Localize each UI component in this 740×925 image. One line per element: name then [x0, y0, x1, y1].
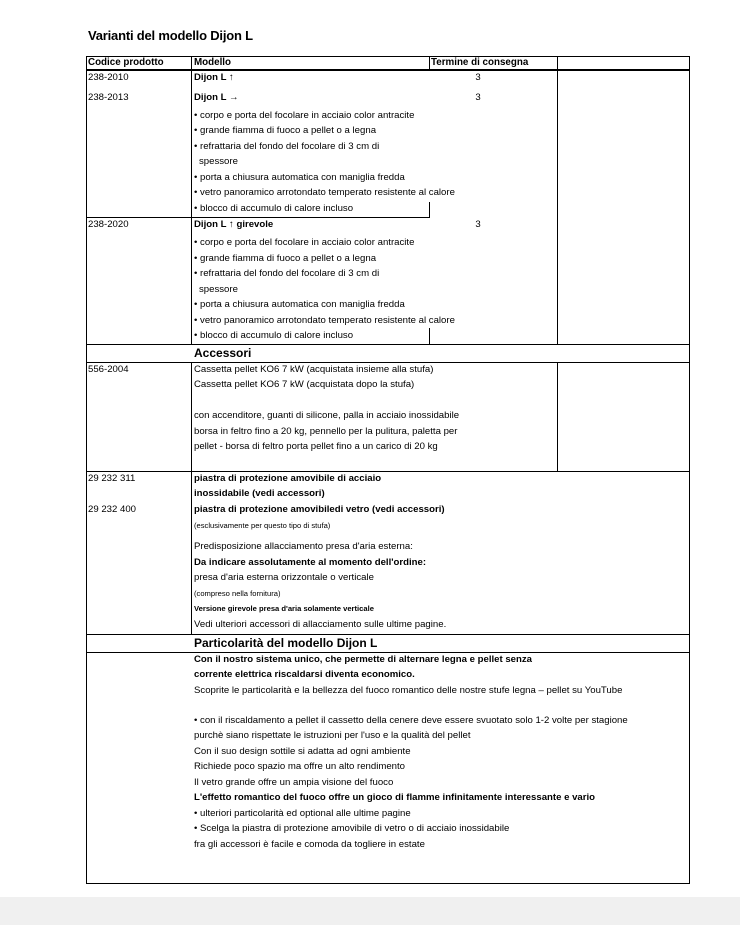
- accessory-line: inossidabile (vedi accessori): [194, 488, 325, 499]
- table-left-border: [86, 56, 87, 884]
- accessory-line: borsa in feltro fino a 20 kg, pennello per la pulitura, paletta per: [194, 426, 458, 437]
- table-right-border: [689, 56, 690, 884]
- column-divider-model: [429, 328, 430, 344]
- accessory-line: piastra di protezione amovibile di acciaio: [194, 473, 382, 484]
- accessory-line: Cassetta pellet KO6 7 kW (acquistata insieme alla stufa): [194, 364, 434, 375]
- accessory-line: Da indicare assolutamente al momento dell'ordine:: [194, 557, 427, 568]
- row-delivery: 3: [475, 72, 481, 83]
- section-separator: [86, 362, 690, 363]
- particular-line: Il vetro grande offre un ampia visione del fuoco: [194, 777, 394, 788]
- section-heading-particulars: Particolarità del modello Dijon L: [194, 636, 378, 650]
- accessory-line: piastra di protezione amovibiledi vetro (vedi accessori): [194, 504, 445, 515]
- feature-item: • corpo e porta del focolare in acciaio color antracite: [194, 110, 415, 121]
- feature-item: • blocco di accumulo di calore incluso: [194, 330, 354, 341]
- particular-line: corrente elettrica riscaldarsi diventa economico.: [194, 669, 415, 680]
- accessory-note: Versione girevole presa d'aria solamente verticale: [194, 604, 374, 613]
- particular-line: purchè siano rispettate le istruzioni per l'uso e la qualità del pellet: [194, 730, 471, 741]
- feature-item: • refrattaria del fondo del focolare di 3 cm di: [194, 268, 380, 279]
- row-model: Dijon L ↑ girevole: [194, 219, 274, 230]
- particular-line: • con il riscaldamento a pellet il cassetto della cenere deve essere svuotato solo 1-2 volte per stagione: [194, 715, 628, 726]
- particular-line: • ulteriori particolarità ed optional alle ultime pagine: [194, 808, 411, 819]
- feature-item: • corpo e porta del focolare in acciaio color antracite: [194, 237, 415, 248]
- particular-line: fra gli accessori è facile e comoda da togliere in estate: [194, 839, 425, 850]
- column-divider-delivery: [557, 56, 558, 344]
- section-separator-particulars: [86, 634, 690, 635]
- section-separator: [86, 471, 690, 472]
- section-separator: [86, 652, 690, 653]
- feature-item: • blocco di accumulo di calore incluso: [194, 203, 354, 214]
- accessory-line: Cassetta pellet KO6 7 kW (acquistata dopo la stufa): [194, 379, 415, 390]
- feature-item: • vetro panoramico arrotondato temperato resistente al calore: [194, 187, 455, 198]
- row-code: 238-2013: [88, 92, 129, 103]
- row-separator: [86, 217, 429, 218]
- row-model: Dijon L ↑: [194, 72, 234, 83]
- particular-line: Con il nostro sistema unico, che permette di alternare legna e pellet senza: [194, 654, 533, 665]
- section-heading-accessories: Accessori: [194, 346, 252, 360]
- table-top-border: [86, 56, 690, 57]
- accessory-line: con accenditore, guanti di silicone, palla in acciaio inossidabile: [194, 410, 460, 421]
- column-divider-delivery: [557, 362, 558, 472]
- table-bottom-border: [86, 883, 690, 884]
- column-divider-model: [429, 202, 430, 218]
- section-separator-accessories: [86, 344, 690, 345]
- accessory-note: (esclusivamente per questo tipo di stufa): [194, 521, 331, 530]
- particular-line: Con il suo design sottile si adatta ad ogni ambiente: [194, 746, 411, 757]
- feature-item: • porta a chiusura automatica con maniglia fredda: [194, 172, 405, 183]
- accessory-note: (compreso nella fornitura): [194, 589, 281, 598]
- accessory-line: presa d'aria esterna orizzontale o verticale: [194, 572, 374, 583]
- header-bottom-border-2: [86, 70, 690, 71]
- feature-item: spessore: [199, 156, 238, 167]
- row-code: 238-2020: [88, 219, 129, 230]
- particular-line: • Scelga la piastra di protezione amovibile di vetro o di acciaio inossidabile: [194, 823, 510, 834]
- header-delivery: Termine di consegna: [431, 57, 529, 68]
- feature-item: spessore: [199, 284, 238, 295]
- feature-item: • vetro panoramico arrotondato temperato resistente al calore: [194, 315, 455, 326]
- accessory-code: 29 232 400: [88, 504, 137, 515]
- row-model: Dijon L →: [194, 92, 239, 103]
- column-divider-code: [191, 362, 192, 634]
- header-code: Codice prodotto: [88, 57, 164, 68]
- accessory-line: pellet - borsa di feltro porta pellet fino a un carico di 20 kg: [194, 441, 438, 452]
- feature-item: • porta a chiusura automatica con maniglia fredda: [194, 299, 405, 310]
- column-divider-code: [191, 56, 192, 344]
- particular-line: Scoprite le particolarità e la bellezza del fuoco romantico delle nostre stufe legna – pellet su YouTube: [194, 685, 623, 696]
- feature-item: • refrattaria del fondo del focolare di 3 cm di: [194, 141, 380, 152]
- particular-line: Richiede poco spazio ma offre un alto rendimento: [194, 761, 406, 772]
- accessory-line: Predisposizione allacciamento presa d'aria esterna:: [194, 541, 413, 552]
- feature-item: • grande fiamma di fuoco a pellet o a legna: [194, 253, 377, 264]
- accessory-code: 29 232 311: [88, 473, 136, 484]
- header-model: Modello: [194, 57, 232, 68]
- page-bottom-band: [0, 897, 740, 925]
- particular-line: L'effetto romantico del fuoco offre un gioco di flamme infinitamente interessante e vario: [194, 792, 596, 803]
- page-title: Varianti del modello Dijon L: [88, 28, 253, 43]
- accessory-code: 556-2004: [88, 364, 129, 375]
- accessory-line: Vedi ulteriori accessori di allacciamento sulle ultime pagine.: [194, 619, 447, 630]
- column-divider-model: [429, 56, 430, 71]
- row-delivery: 3: [475, 219, 481, 230]
- row-code: 238-2010: [88, 72, 129, 83]
- feature-item: • grande fiamma di fuoco a pellet o a legna: [194, 125, 377, 136]
- row-delivery: 3: [475, 92, 481, 103]
